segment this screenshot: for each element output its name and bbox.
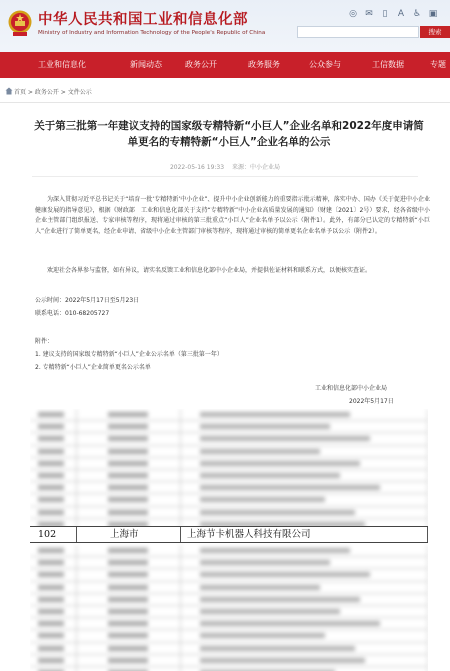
row-number: 102: [38, 529, 57, 540]
table-row: [30, 409, 428, 421]
table-row: [30, 482, 428, 494]
table-row-highlighted: [30, 526, 428, 543]
article-source: 来源：中小企业局: [231, 164, 280, 171]
search-button[interactable]: 搜索: [420, 26, 450, 38]
accessibility-icon[interactable]: ♿: [412, 9, 422, 19]
table-row: [30, 643, 428, 655]
weibo-icon[interactable]: ◎: [349, 9, 357, 19]
signature-date: 2022年5月17日: [349, 398, 394, 405]
search-input[interactable]: [297, 26, 419, 38]
breadcrumb-file-notice[interactable]: 文件公示: [67, 89, 92, 96]
divider: [32, 176, 418, 177]
attachment-link[interactable]: 2. 专精特新“小巨人”企业简单更名公示名单: [35, 364, 151, 371]
nav-item-topics[interactable]: 专题: [430, 60, 446, 69]
top-icon-bar: [347, 8, 439, 20]
table-row: [30, 582, 428, 594]
breadcrumb-home[interactable]: 首页: [14, 89, 27, 96]
table-row: [30, 433, 428, 445]
nav-item-gov-service[interactable]: 政务服务: [248, 60, 280, 69]
table-row: [30, 557, 428, 569]
table-row: [30, 421, 428, 433]
table-row: [30, 630, 428, 642]
table-row: [30, 618, 428, 630]
table-row: [30, 655, 428, 667]
font-icon[interactable]: A: [397, 9, 405, 19]
article-meta: [0, 162, 450, 171]
attachments-label: 附件：: [35, 338, 54, 345]
nav-item-industry[interactable]: 工业和信息化: [38, 60, 86, 69]
row-city: 上海市: [110, 529, 139, 540]
nav-item-data[interactable]: 工信数据: [372, 60, 404, 69]
national-emblem-icon[interactable]: [7, 8, 33, 38]
signature-department: 工业和信息化部中小企业局: [315, 385, 388, 392]
blurred-table-rows: [30, 409, 428, 531]
table-row: [30, 507, 428, 519]
breadcrumb: 首页 > 政务公开 > 文件公示: [0, 86, 450, 100]
wechat-icon[interactable]: ✉: [365, 9, 373, 19]
table-row: [30, 494, 428, 506]
nav-item-gov-public[interactable]: 政务公开: [185, 60, 217, 69]
attachment-link[interactable]: 1. 建议支持的国家级专精特新“小巨人”企业公示名单（第三批第一年）: [35, 351, 223, 358]
article-paragraph: 为深入贯彻习近平总书记关于“培育一批‘专精特新’中小企业”、提升中小企业创新能力的重要指示批示精神，落实中办、国办《关于促进中小企业健康发展的指导意见》，根据《财政部 工业和信息化部关于支持“专精特新”中小企业高质量发展的通知》（财建〔2021〕2号）要求，经各省级中小企业主管部门组织报送、专家审核等程序，现将通过审核的第三批重点“小巨人”企业名单予以公示（附件1）。此外，有部分已认定的专精特新“小巨人”企业进行了简单更名，经企业申请、省级中小企业主管部门审核等程序，现将通过审核的简单更名企业名单予以公示（附件2）。: [35, 196, 430, 235]
article-paragraph: 欢迎社会各界参与监督，如有异议，请实名反馈工业和信息化部中小企业局，并提供佐证材料和联系方式，以便核实查证。: [47, 267, 372, 274]
mobile-icon[interactable]: ▯: [382, 9, 388, 19]
table-row: [30, 446, 428, 458]
lang-icon[interactable]: ▣: [428, 9, 438, 19]
article-date: 2022-05-16 19:33: [169, 164, 225, 171]
table-row: [30, 545, 428, 557]
table-row: [30, 458, 428, 470]
main-nav: [0, 52, 450, 78]
blurred-table-rows: [30, 545, 428, 671]
home-icon: [5, 87, 13, 95]
nav-item-news[interactable]: 新闻动态: [130, 60, 162, 69]
site-title[interactable]: 中华人民共和国工业和信息化部: [38, 12, 248, 28]
company-table: [30, 409, 428, 671]
row-company: 上海节卡机器人科技有限公司: [187, 529, 311, 540]
site-subtitle: Ministry of Industry and Information Technology of the People's Republic of China: [38, 30, 266, 36]
table-row: [30, 594, 428, 606]
table-row: [30, 470, 428, 482]
contact-phone: 联系电话：010-68205727: [35, 310, 110, 317]
nav-item-participation[interactable]: 公众参与: [309, 60, 341, 69]
table-row: [30, 569, 428, 581]
site-header: [0, 0, 450, 78]
table-row: [30, 606, 428, 618]
breadcrumb-gov-public[interactable]: 政务公开: [34, 89, 59, 96]
table-row: [30, 667, 428, 671]
divider: [0, 102, 450, 103]
notice-period: 公示时间：2022年5月17日至5月23日: [35, 297, 140, 304]
article-title: 关于第三批第一年建议支持的国家级专精特新“小巨人”企业名单和2022年度申请简单更名的专精特新“小巨人”企业名单的公示: [34, 120, 424, 148]
